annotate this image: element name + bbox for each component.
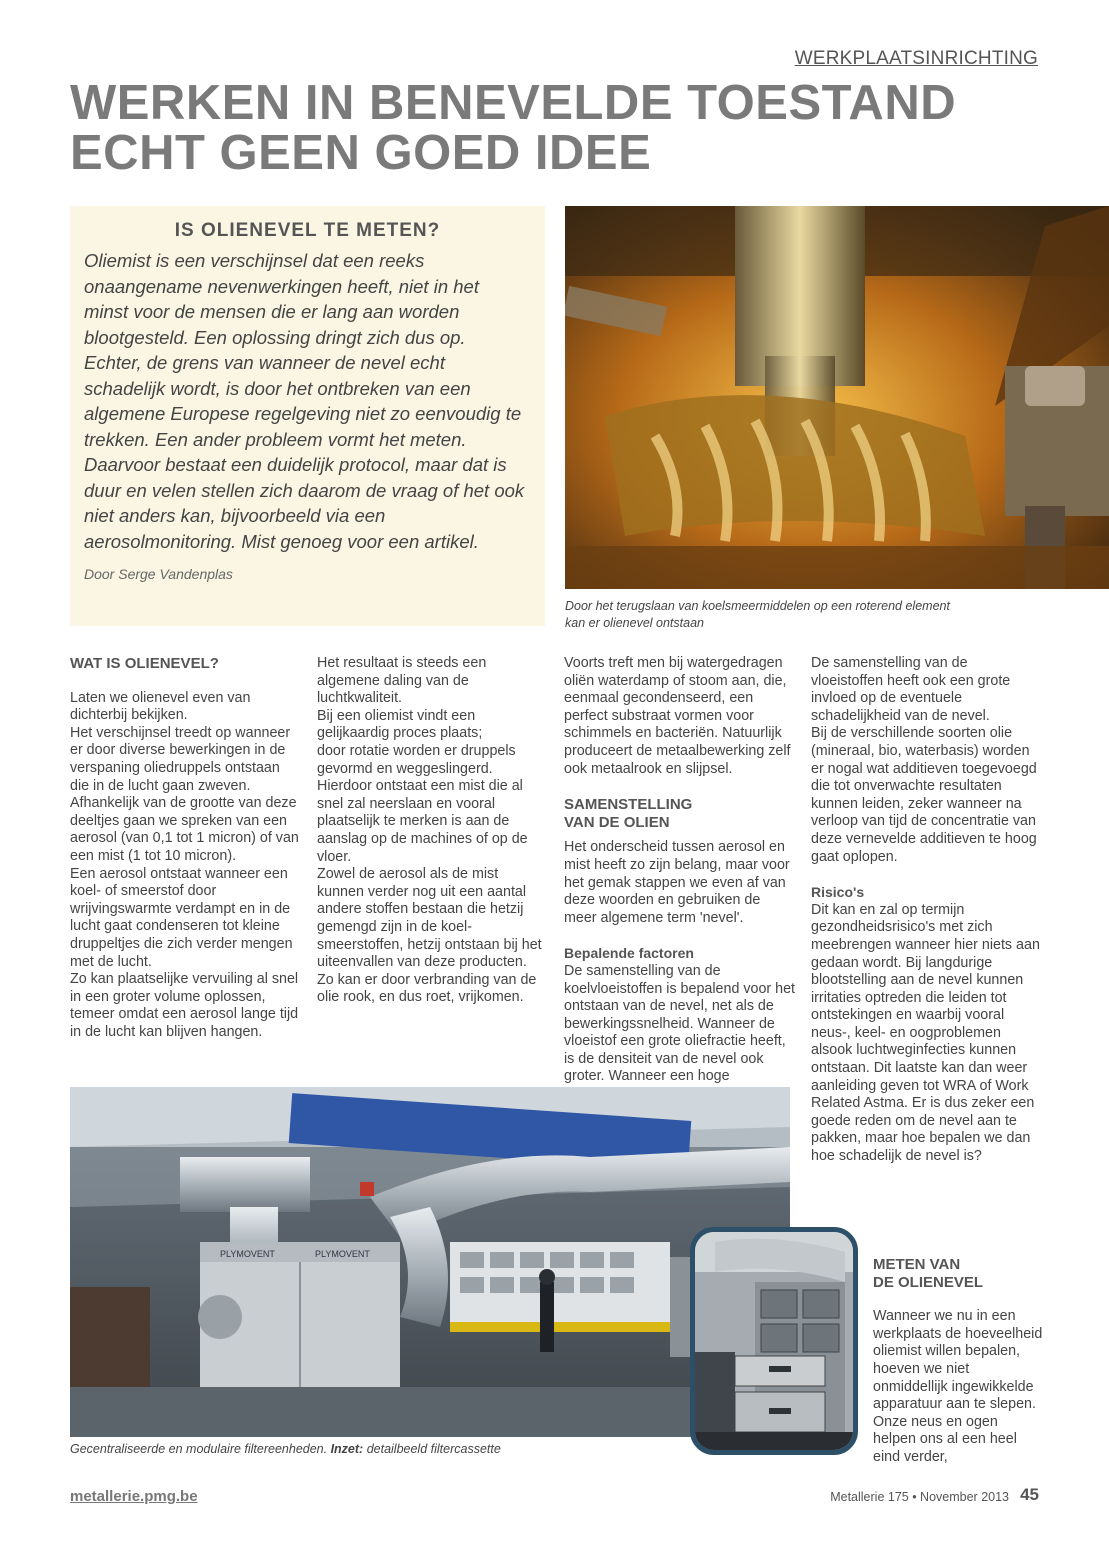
paragraph: Bij een oliemist vindt een gelijkaardig proces plaats;	[317, 707, 483, 742]
filter-units-photo	[70, 1087, 790, 1437]
headline-line-2: ECHT GEEN GOED IDEE	[70, 126, 652, 180]
subheading-bepalende-factoren: Bepalende factoren	[564, 945, 694, 962]
heading-line: VAN DE OLIEN	[564, 813, 670, 831]
machining-photo	[565, 206, 1109, 589]
caption-rest: detailbeeld filtercassette	[363, 1442, 501, 1456]
paragraph: door rotatie worden er druppels gevormd en weggeslingerd.	[317, 742, 516, 777]
heading-line: DE OLIENEVEL	[873, 1273, 984, 1291]
paragraph: De samenstelling van de vloeistoffen heeft ook een grote invloed op de eventuele schadelijkheid van de nevel.	[811, 655, 1011, 724]
paragraph: Een aerosol ontstaat wanneer een koel- of smeerstof door wrijvingswarmte verdampt en in de lucht gaat condenseren tot kleine druppeltjes die zich verder mengen met de lucht.	[70, 865, 293, 970]
caption-inset-label: Inzet:	[330, 1442, 364, 1456]
paragraph: Wanneer we nu in een werkplaats de hoeveelheid oliemist willen bepalen, hoeven we niet onmiddellijk ingewikkelde apparatuur aan te slepen. Onze neus en ogen helpen ons al een heel eind verder,	[873, 1308, 1043, 1465]
paragraph: Voorts treft men bij watergedragen oliën waterdamp of stoom aan, die, eenmaal gecondenseerd, een perfect substraat vormen voor schimmels en bacteriën. Natuurlijk produceert de metaalbewerking zelf ook metaalrook en slijpsel.	[564, 655, 791, 777]
intro-title: IS OLIENEVEL TE METEN?	[174, 220, 441, 241]
paragraph: Afhankelijk van de grootte van deze deeltjes gaan we spreken van een aerosol (van 0,1 tot 1 micron) of van een mist (1 tot 10 micron).	[70, 795, 299, 864]
paragraph: Laten we olienevel even van dichterbij bekijken.	[70, 689, 251, 724]
caption-top: Door het terugslaan van koelsmeermiddelen op een roterend element kan er olienevel ontstaan	[565, 599, 950, 630]
footer-issue: Metallerie 175 • November 2013	[830, 1490, 1009, 1504]
filter-cassette-inset	[690, 1227, 858, 1455]
paragraph: Het onderscheid tussen aerosol en mist heeft zo zijn belang, maar voor het gemak stappen we even af van deze woorden en gebruiken de meer algemene term 'nevel'.	[564, 839, 790, 926]
paragraph: Bij de verschillende soorten olie (mineraal, bio, waterbasis) worden er nogal wat additieven toegevoegd die tot onverwachte resultaten kunnen leiden, zeker wanneer na verloop van tijd de concentratie van deze vernevelde additieven te hoog gaat oplopen.	[811, 725, 1037, 865]
heading-meten-van-de-olienevel	[873, 1256, 1043, 1291]
byline: Door Serge Vandenplas	[84, 566, 233, 582]
headline-line-1: WERKEN IN BENEVELDE TOESTAND	[70, 76, 957, 130]
column-2	[317, 655, 547, 1007]
column-4-continued	[873, 1256, 1043, 1467]
paragraph: Hierdoor ontstaat een mist die al snel zal neerslaan en vooral plaatselijk te merken is aan de aanslag op de machines of op de vloer.	[317, 778, 528, 865]
intro-text: Oliemist is een verschijnsel dat een reeks onaangename nevenwerkingen heeft, niet in het minst voor de mensen die er lang aan worden blootgesteld. Een oplossing dringt zich dus op. Echter, de grens van wanneer de nevel echt schadelijk wordt, is door het ontbreken van een algemene Europese regelgeving niet zo eenvoudig te trekken. Een ander probleem vormt het meten. Daarvoor bestaat een duidelijk protocol, maar dat is duur en velen stellen zich daarom de vraag of het ook niet anders kan, bijvoorbeeld via een aerosolmonitoring. Mist genoeg voor een artikel.	[84, 250, 525, 552]
paragraph: De samenstelling van de koelvloeistoffen is bepalend voor het ontstaan van de nevel, net als de bewerkingssnelheid. Wanneer de vloeistof een grote oliefractie heeft, is de densiteit van de nevel ook groter. Wanneer een hoge	[564, 962, 796, 1085]
heading-line: METEN VAN	[873, 1256, 961, 1273]
paragraph: Zo kan plaatselijke vervuiling al snel in een groter volume oplossen, temeer omdat een aerosol lange tijd in de lucht kan blijven hangen.	[70, 971, 299, 1040]
paragraph: Het resultaat is steeds een algemene daling van de luchtkwaliteit.	[317, 655, 487, 707]
headline	[70, 78, 1030, 178]
subheading-risicos: Risico's	[811, 884, 865, 901]
heading-line: SAMENSTELLING	[564, 796, 693, 814]
plymovent-logo-2: PLYMOVENT	[315, 1249, 370, 1259]
section-label: WERKPLAATSINRICHTING	[794, 48, 1038, 69]
paragraph: Dit kan en zal op termijn gezondheidsrisico's met zich meebrengen wanneer hier niets aan gedaan wordt. Bij langdurige blootstelling aan de nevel kunnen irritaties optreden die leiden tot ontstekingen en waarbij vooral neus-, keel- en oogproblemen alsook luchtweginfecties kunnen ontstaan. Dit laatste kan dan weer aanleiding geven tot WRA of Work Related Astma. Er is dus zeker een goede reden om de nevel aan te pakken, maar hoe bepalen we dan hoe schadelijk de nevel is?	[811, 901, 1040, 1165]
page-number: 45	[1020, 1485, 1039, 1504]
column-1	[70, 655, 300, 1041]
heading-wat-is-olienevel: WAT IS OLIENEVEL?	[70, 655, 219, 672]
paragraph: Het verschijnsel treedt op wanneer er door diverse bewerkingen in de verspaning oliedruppels ontstaan die in de lucht gaan zweven.	[70, 724, 291, 794]
footer-url[interactable]: metallerie.pmg.be	[70, 1488, 198, 1505]
column-4	[811, 655, 1041, 1166]
caption-main: Gecentraliseerde en modulaire filtereenheden.	[70, 1442, 331, 1456]
heading-samenstelling	[564, 796, 796, 831]
intro-box	[70, 206, 545, 626]
caption-bottom	[70, 1442, 501, 1456]
paragraph: Zo kan er door verbranding van de olie rook, en dus roet, vrijkomen.	[317, 971, 537, 1006]
plymovent-logo: PLYMOVENT	[220, 1249, 275, 1259]
paragraph: Zowel de aerosol als de mist kunnen verder nog uit een aantal andere stoffen bestaan die hetzij gemengd zijn in de koel-smeerstoffen, hetzij ontstaan bij het uiteenvallen van deze producten.	[317, 866, 542, 971]
